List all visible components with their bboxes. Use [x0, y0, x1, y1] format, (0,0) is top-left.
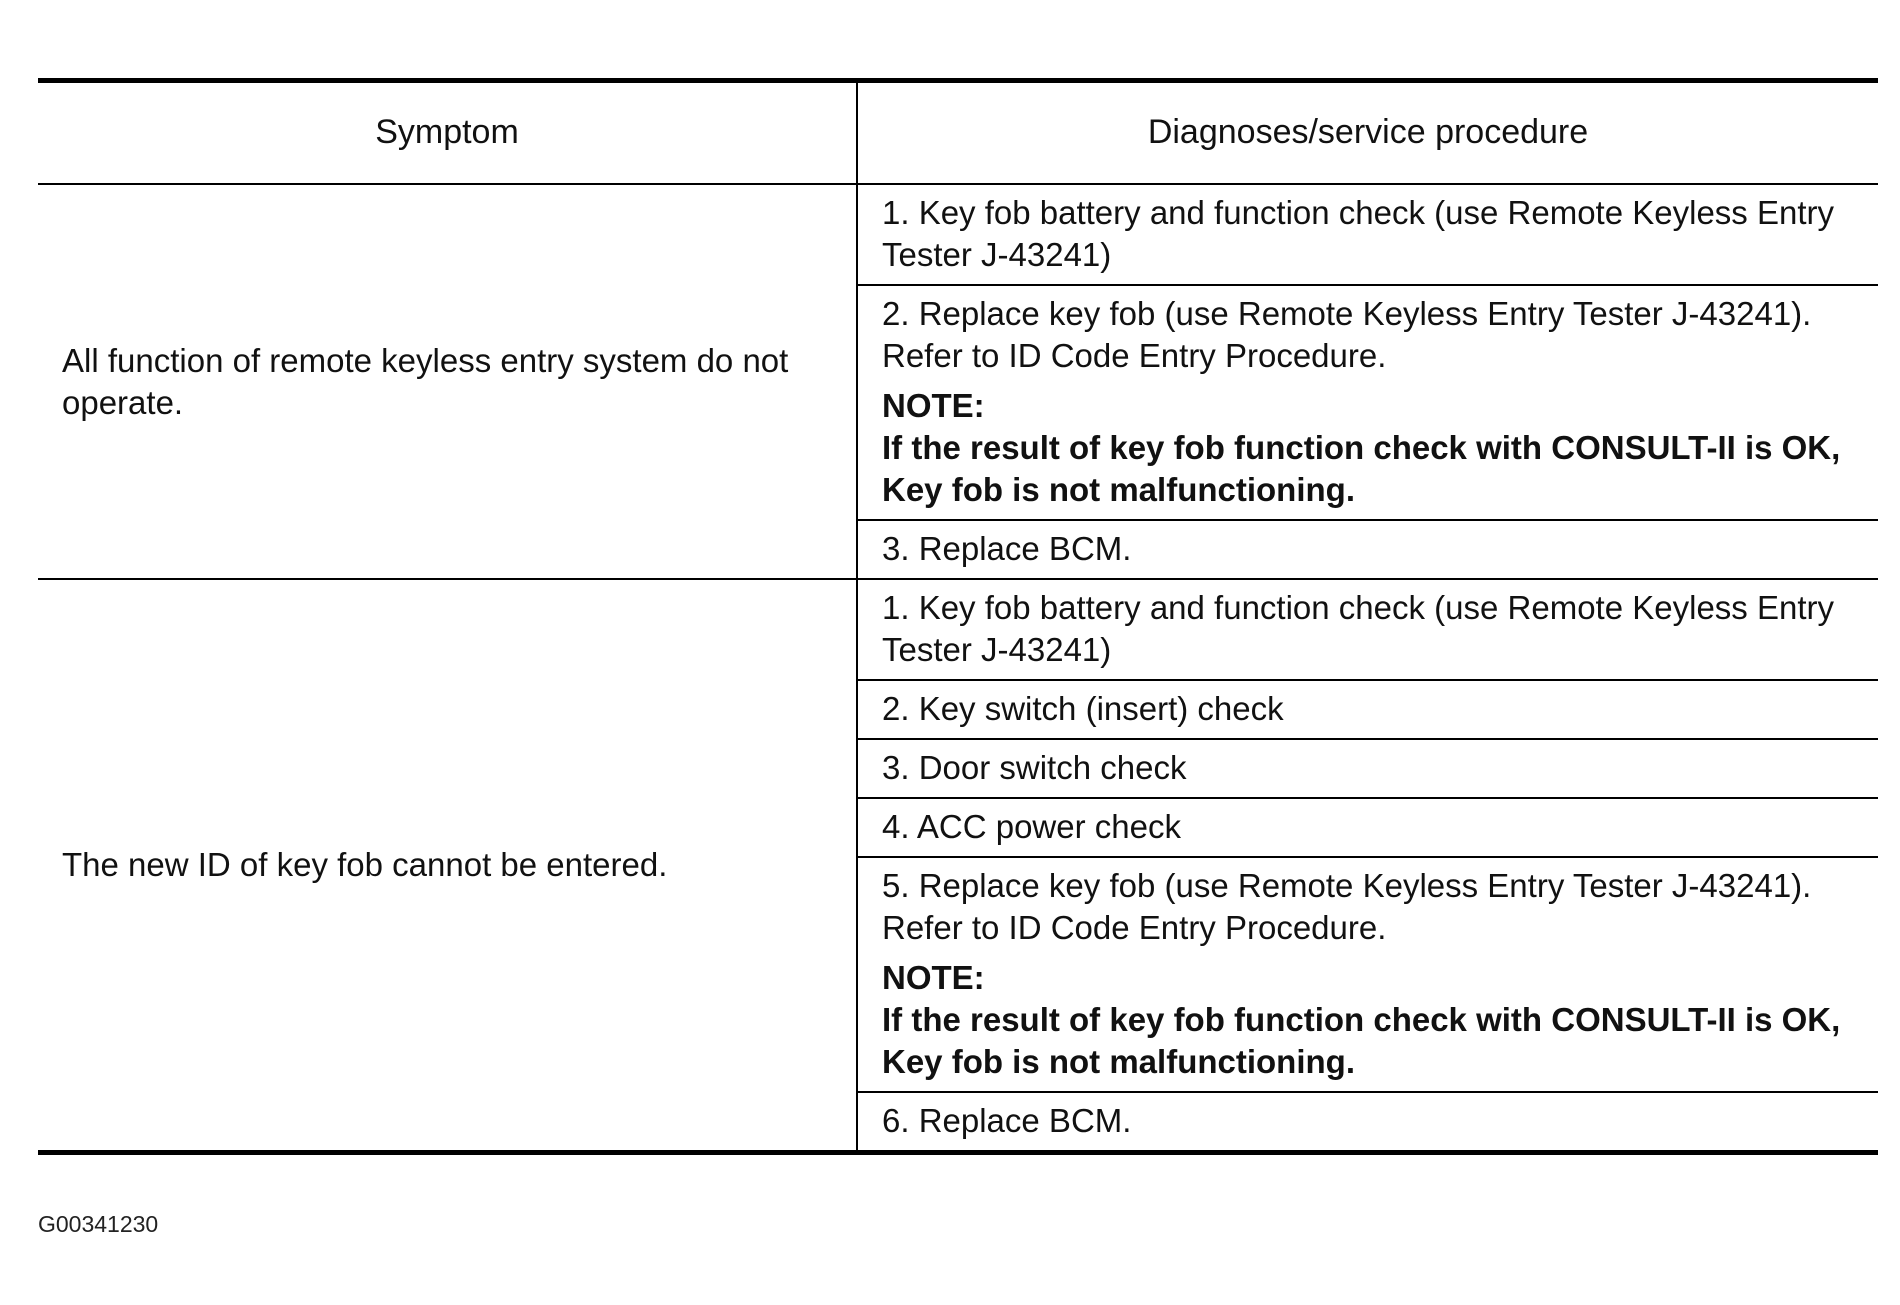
- procedure-step: [858, 580, 1878, 679]
- step-text: 5. Replace key fob (use Remote Keyless Entry Tester J-43241). Refer to ID Code Entry Procedure.: [882, 867, 1812, 946]
- step-text: 2. Replace key fob (use Remote Keyless Entry Tester J-43241). Refer to ID Code Entry Procedure.: [882, 295, 1812, 374]
- procedure-step: [858, 797, 1878, 856]
- table-row-group: [38, 185, 1878, 578]
- procedure-step: [858, 679, 1878, 738]
- step-text: 3. Door switch check: [882, 749, 1187, 786]
- diagnosis-table: [38, 78, 1878, 1155]
- procedure-step: [858, 519, 1878, 578]
- step-text: 4. ACC power check: [882, 808, 1181, 845]
- procedure-step: [858, 856, 1878, 1091]
- procedure-step: [858, 185, 1878, 284]
- step-text: 6. Replace BCM.: [882, 1102, 1132, 1139]
- note-text: If the result of key fob function check with CONSULT-II is OK, Key fob is not malfunctioning.: [882, 429, 1841, 508]
- note-label: NOTE:: [882, 959, 985, 996]
- step-text: 1. Key fob battery and function check (use Remote Keyless Entry Tester J-43241): [882, 194, 1834, 273]
- symptom-cell: All function of remote keyless entry system do not operate.: [62, 341, 789, 421]
- procedure-cell: [856, 185, 1878, 578]
- note-text: If the result of key fob function check with CONSULT-II is OK, Key fob is not malfunctioning.: [882, 1001, 1841, 1080]
- table-header: [38, 83, 1878, 185]
- procedure-step: [858, 1091, 1878, 1150]
- step-text: 2. Key switch (insert) check: [882, 690, 1284, 727]
- procedure-cell: [856, 580, 1878, 1150]
- procedure-step: [858, 284, 1878, 519]
- figure-id: G00341230: [38, 1211, 159, 1237]
- procedure-column-header: Diagnoses/service procedure: [856, 83, 1878, 183]
- procedure-step: [858, 738, 1878, 797]
- symptom-cell: The new ID of key fob cannot be entered.: [62, 846, 668, 883]
- step-text: 3. Replace BCM.: [882, 530, 1132, 567]
- note-label: NOTE:: [882, 387, 985, 424]
- symptom-column-header: Symptom: [375, 112, 519, 151]
- table-row-group: [38, 578, 1878, 1150]
- step-text: 1. Key fob battery and function check (use Remote Keyless Entry Tester J-43241): [882, 589, 1834, 668]
